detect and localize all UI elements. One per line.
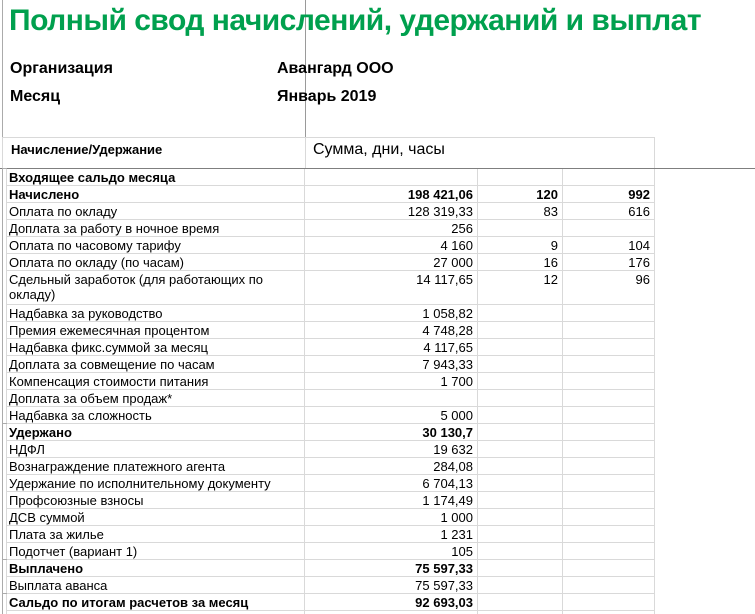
cell-sum: 4 117,65 (305, 339, 478, 356)
cell-hours (563, 356, 655, 373)
cell-hours (563, 543, 655, 560)
cell-label: Компенсация стоимости питания (7, 373, 305, 390)
cell-label: Выплата аванса (7, 577, 305, 594)
cell-days (478, 594, 563, 611)
table-row (7, 424, 655, 441)
cell-hours (563, 322, 655, 339)
cell-days (478, 475, 563, 492)
cell-sum: 75 597,33 (305, 560, 478, 577)
table-row (7, 186, 655, 203)
cell-days (478, 339, 563, 356)
cell-days: 120 (478, 186, 563, 203)
cell-label: Надбавка за сложность (7, 407, 305, 424)
cell-sum: 30 130,7 (305, 424, 478, 441)
cell-days (478, 390, 563, 407)
cell-label: Выплачено (7, 560, 305, 577)
cell-label: Доплата за совмещение по часам (7, 356, 305, 373)
cell-sum: 75 597,33 (305, 577, 478, 594)
cell-label: ДСВ суммой (7, 509, 305, 526)
cell-label: Входящее сальдо месяца (7, 169, 305, 186)
cell-sum: 6 704,13 (305, 475, 478, 492)
table-row (7, 220, 655, 237)
table-row (7, 475, 655, 492)
cell-days (478, 322, 563, 339)
cell-sum: 4 748,28 (305, 322, 478, 339)
cell-days (478, 577, 563, 594)
cell-label: Подотчет (вариант 1) (7, 543, 305, 560)
table-row (7, 339, 655, 356)
table-row (7, 305, 655, 322)
column-header-sum-days-hours: Сумма, дни, часы (305, 137, 655, 168)
cell-days (478, 356, 563, 373)
table-row (7, 560, 655, 577)
cell-days (478, 526, 563, 543)
cell-label: Профсоюзные взносы (7, 492, 305, 509)
table-row (7, 526, 655, 543)
cell-days (478, 441, 563, 458)
cell-days (478, 492, 563, 509)
table-row (7, 407, 655, 424)
cell-label: НДФЛ (7, 441, 305, 458)
cell-days (478, 407, 563, 424)
cell-hours (563, 509, 655, 526)
cell-sum: 4 160 (305, 237, 478, 254)
organization-value: Авангард ООО (277, 60, 394, 77)
cell-days: 12 (478, 271, 563, 305)
table-row (7, 373, 655, 390)
cell-label: Оплата по часовому тарифу (7, 237, 305, 254)
cell-label: Оплата по окладу (7, 203, 305, 220)
cell-days (478, 169, 563, 186)
cell-hours (563, 577, 655, 594)
month-value: Январь 2019 (277, 88, 377, 105)
cell-label: Удержание по исполнительному документу (7, 475, 305, 492)
cell-hours (563, 169, 655, 186)
grid-line-vertical-left (2, 0, 3, 614)
table-row (7, 458, 655, 475)
table-row (7, 509, 655, 526)
cell-label: Сальдо по итогам расчетов за месяц (7, 594, 305, 611)
table-row (7, 203, 655, 220)
cell-days: 83 (478, 203, 563, 220)
cell-sum: 284,08 (305, 458, 478, 475)
table-row (7, 322, 655, 339)
cell-days (478, 220, 563, 237)
cell-sum: 14 117,65 (305, 271, 478, 305)
cell-hours (563, 407, 655, 424)
cell-days (478, 458, 563, 475)
cell-label: Оплата по окладу (по часам) (7, 254, 305, 271)
table-row (7, 492, 655, 509)
cell-hours (563, 424, 655, 441)
cell-sum: 256 (305, 220, 478, 237)
cell-sum: 128 319,33 (305, 203, 478, 220)
cell-label: Надбавка за руководство (7, 305, 305, 322)
table-row (7, 441, 655, 458)
cell-sum: 5 000 (305, 407, 478, 424)
cell-sum (305, 169, 478, 186)
cell-hours: 992 (563, 186, 655, 203)
table-row (7, 271, 655, 305)
column-header-accrual-deduction: Начисление/Удержание (2, 137, 305, 168)
cell-hours (563, 220, 655, 237)
cell-days (478, 424, 563, 441)
cell-hours (563, 594, 655, 611)
cell-sum: 1 231 (305, 526, 478, 543)
cell-hours: 104 (563, 237, 655, 254)
organization-label: Организация (10, 60, 113, 77)
cell-hours (563, 492, 655, 509)
cell-sum: 1 058,82 (305, 305, 478, 322)
cell-sum: 105 (305, 543, 478, 560)
cell-hours (563, 373, 655, 390)
cell-label: Сдельный заработок (для работающих по окладу) (7, 271, 305, 305)
cell-days (478, 560, 563, 577)
cell-hours: 96 (563, 271, 655, 305)
cell-label: Надбавка фикс.суммой за месяц (7, 339, 305, 356)
cell-hours: 616 (563, 203, 655, 220)
month-label: Месяц (10, 88, 61, 105)
cell-days (478, 305, 563, 322)
table-row (7, 254, 655, 271)
cell-days: 9 (478, 237, 563, 254)
cell-label: Доплата за работу в ночное время (7, 220, 305, 237)
cell-label: Плата за жилье (7, 526, 305, 543)
table-row (7, 356, 655, 373)
cell-label: Удержано (7, 424, 305, 441)
cell-sum: 7 943,33 (305, 356, 478, 373)
cell-sum: 92 693,03 (305, 594, 478, 611)
cell-hours (563, 441, 655, 458)
cell-days (478, 373, 563, 390)
cell-days (478, 543, 563, 560)
summary-table (6, 169, 655, 614)
table-row (7, 577, 655, 594)
table-row (7, 237, 655, 254)
cell-hours (563, 339, 655, 356)
table-row (7, 390, 655, 407)
cell-label: Начислено (7, 186, 305, 203)
table-header-row (2, 137, 655, 168)
cell-hours (563, 458, 655, 475)
table-row (7, 169, 655, 186)
cell-sum: 19 632 (305, 441, 478, 458)
table-row (7, 543, 655, 560)
table-rows-host (7, 169, 655, 611)
cell-sum: 1 174,49 (305, 492, 478, 509)
cell-hours (563, 390, 655, 407)
cell-label: Доплата за объем продаж* (7, 390, 305, 407)
cell-days: 16 (478, 254, 563, 271)
cell-sum: 198 421,06 (305, 186, 478, 203)
cell-sum: 1 000 (305, 509, 478, 526)
cell-label: Вознаграждение платежного агента (7, 458, 305, 475)
cell-hours (563, 560, 655, 577)
table-row (7, 594, 655, 611)
cell-hours (563, 475, 655, 492)
cell-sum: 1 700 (305, 373, 478, 390)
report-title: Полный свод начислений, удержаний и выплат (9, 4, 702, 37)
cell-sum (305, 390, 478, 407)
cell-days (478, 509, 563, 526)
cell-hours (563, 305, 655, 322)
cell-hours (563, 526, 655, 543)
cell-hours: 176 (563, 254, 655, 271)
cell-label: Премия ежемесячная процентом (7, 322, 305, 339)
cell-sum: 27 000 (305, 254, 478, 271)
